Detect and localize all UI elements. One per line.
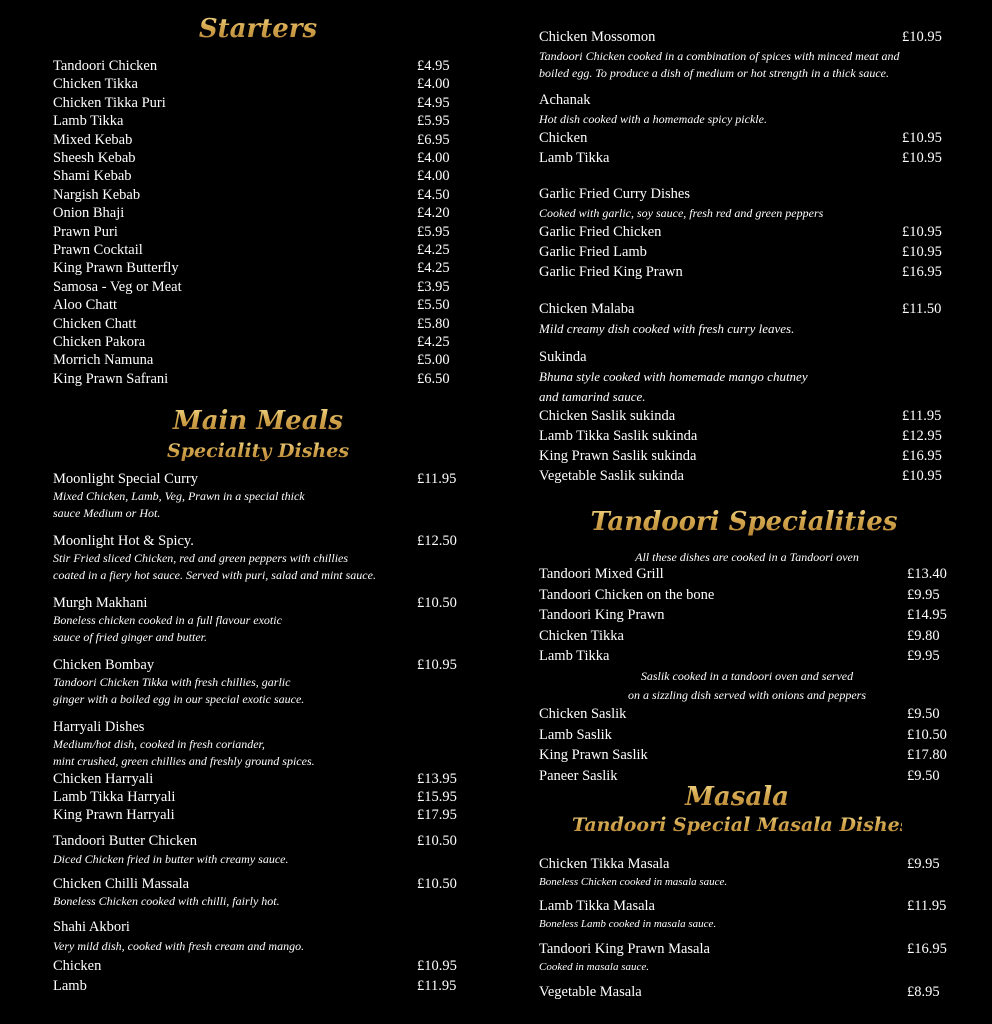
- dish-description: sauce Medium or Hot.: [53, 506, 161, 520]
- dish-name: Shami Kebab: [53, 168, 132, 185]
- dish-description: Very mild dish, cooked with fresh cream and mango.: [53, 939, 305, 953]
- masala-heading: Masala: [637, 782, 837, 812]
- dish-name: Chicken: [53, 958, 102, 974]
- dish-name: Tandoori Mixed Grill: [539, 566, 664, 582]
- dish-price: £16.95: [902, 264, 942, 280]
- dish-price: £10.50: [417, 833, 457, 849]
- dish-name: Aloo Chatt: [53, 297, 118, 314]
- dish-description: mint crushed, green chillies and freshly ground spices.: [53, 754, 315, 768]
- dish-description: Boneless chicken cooked in a full flavour exotic: [53, 613, 282, 627]
- dish-name: Chicken Bombay: [53, 657, 155, 673]
- dish-description: Diced Chicken fried in butter with creamy sauce.: [53, 852, 289, 866]
- dish-price: £16.95: [902, 448, 942, 464]
- dish-description: sauce of fried ginger and butter.: [53, 630, 207, 644]
- dish-name: King Prawn Saslik sukinda: [539, 448, 697, 464]
- dish-price: £12.95: [902, 428, 942, 444]
- dish-description: Tandoori Chicken cooked in a combination of spices with minced meat and: [539, 49, 900, 63]
- dish-price: £11.95: [907, 898, 947, 914]
- dish-name: Nargish Kebab: [53, 186, 141, 203]
- dish-description: Bhuna style cooked with homemade mango chutney: [539, 369, 808, 384]
- dish-price: £6.95: [417, 131, 450, 148]
- speciality-dishes-subheading: Speciality Dishes: [148, 440, 368, 462]
- dish-name: Sheesh Kebab: [53, 150, 136, 166]
- dish-description: Boneless Chicken cooked with chilli, fairly hot.: [53, 894, 280, 908]
- dish-name: Chicken Mossomon: [539, 29, 656, 45]
- dish-price: £9.95: [907, 856, 940, 872]
- dish-price: £4.20: [417, 205, 450, 222]
- dish-price: £4.25: [417, 242, 450, 258]
- dish-price: £4.00: [417, 76, 450, 93]
- dish-name: Onion Bhaji: [53, 205, 125, 222]
- dish-group-name: Sukinda: [539, 349, 587, 365]
- dish-name: Chicken Tikka: [539, 627, 624, 644]
- dish-price: £8.95: [907, 984, 940, 1000]
- dish-name: Garlic Fried Chicken: [539, 224, 662, 240]
- dish-name: Vegetable Masala: [539, 984, 642, 1000]
- dish-price: £6.50: [417, 370, 450, 387]
- dish-description: Tandoori Chicken Tikka with fresh chillies, garlic: [53, 675, 291, 689]
- dish-price: £4.95: [417, 58, 450, 74]
- dish-description: Mixed Chicken, Lamb, Veg, Prawn in a special thick: [53, 489, 305, 503]
- dish-name: Lamb Tikka Harryali: [53, 789, 176, 805]
- dish-name: Garlic Fried Lamb: [539, 244, 647, 260]
- dish-price: £4.00: [417, 150, 450, 166]
- dish-description: boiled egg. To produce a dish of medium or hot strength in a thick sauce.: [539, 66, 889, 80]
- dish-price: £10.50: [417, 876, 457, 892]
- dish-price: £10.95: [902, 468, 942, 484]
- dish-name: Lamb Saslik: [539, 726, 612, 743]
- dish-price: £10.95: [902, 224, 942, 240]
- dish-price: £9.50: [907, 767, 940, 784]
- dish-price: £13.40: [907, 566, 947, 582]
- dish-name: Mixed Kebab: [53, 131, 133, 148]
- dish-name: Chicken Saslik: [539, 706, 627, 722]
- dish-name: Paneer Saslik: [539, 767, 618, 784]
- dish-description: Boneless Chicken cooked in masala sauce.: [539, 876, 728, 888]
- dish-name: Lamb: [53, 978, 87, 994]
- dish-price: £10.50: [417, 595, 457, 611]
- dish-name: Lamb Tikka Saslik sukinda: [539, 428, 698, 444]
- dish-group-name: Garlic Fried Curry Dishes: [539, 186, 691, 202]
- dish-price: £17.95: [417, 807, 457, 823]
- dish-price: £13.95: [417, 771, 457, 787]
- dish-price: £10.95: [902, 29, 942, 45]
- dish-group-name: Achanak: [539, 92, 591, 108]
- dish-name: Lamb Tikka: [539, 648, 610, 665]
- dish-price: £5.95: [417, 113, 450, 130]
- dish-group-name: Shahi Akbori: [53, 919, 130, 935]
- dish-price: £10.95: [902, 244, 942, 260]
- dish-name: Lamb Tikka: [53, 113, 124, 130]
- dish-price: £12.50: [417, 533, 457, 549]
- dish-description: Boneless Lamb cooked in masala sauce.: [539, 918, 717, 930]
- dish-description: Cooked with garlic, soy sauce, fresh red and green peppers: [539, 206, 824, 220]
- dish-name: Chicken Pakora: [53, 334, 146, 350]
- dish-price: £4.25: [417, 334, 450, 350]
- dish-name: Vegetable Saslik sukinda: [539, 468, 684, 484]
- dish-price: £3.95: [417, 278, 450, 295]
- dish-price: £9.95: [907, 586, 940, 603]
- tandoori-note: All these dishes are cooked in a Tandoori oven: [635, 550, 859, 564]
- saslik-note: Saslik cooked in a tandoori oven and served: [640, 669, 854, 683]
- dish-name: Chicken: [539, 130, 588, 146]
- dish-price: £10.50: [907, 726, 947, 743]
- dish-price: £10.95: [417, 657, 457, 673]
- dish-name: Tandoori King Prawn Masala: [539, 941, 710, 957]
- dish-description: Stir Fried sliced Chicken, red and green peppers with chillies: [53, 551, 349, 565]
- dish-description: Hot dish cooked with a homemade spicy pickle.: [539, 112, 767, 126]
- dish-name: Samosa - Veg or Meat: [53, 278, 182, 295]
- dish-name: Lamb Tikka: [539, 150, 610, 166]
- dish-name: Chicken Saslik sukinda: [539, 408, 676, 424]
- dish-price: £5.00: [417, 352, 450, 369]
- dish-price: £9.95: [907, 648, 940, 665]
- masala-subheading: Tandoori Special Masala Dishes: [572, 814, 911, 836]
- dish-name: Prawn Cocktail: [53, 242, 143, 258]
- dish-name: King Prawn Saslik: [539, 747, 648, 764]
- starters-heading: Starters: [158, 14, 358, 44]
- dish-price: £9.50: [907, 706, 940, 722]
- dish-price: £5.50: [417, 297, 450, 314]
- dish-price: £9.80: [907, 627, 940, 644]
- dish-price: £5.80: [417, 315, 450, 332]
- dish-name: Tandoori King Prawn: [539, 607, 665, 624]
- dish-price: £4.25: [417, 260, 450, 277]
- dish-price: £5.95: [417, 223, 450, 240]
- dish-description: Medium/hot dish, cooked in fresh coriander,: [53, 737, 265, 751]
- dish-price: £4.00: [417, 168, 450, 185]
- dish-name: Murgh Makhani: [53, 595, 148, 611]
- dish-description: Mild creamy dish cooked with fresh curry leaves.: [539, 321, 795, 336]
- dish-name: Chicken Harryali: [53, 771, 154, 787]
- dish-name: Tandoori Chicken on the bone: [539, 586, 715, 603]
- dish-price: £11.95: [417, 471, 457, 487]
- dish-name: King Prawn Safrani: [53, 370, 169, 387]
- dish-price: £15.95: [417, 789, 457, 805]
- dish-price: £4.95: [417, 94, 450, 111]
- dish-description: ginger with a boiled egg in our special exotic sauce.: [53, 692, 305, 706]
- dish-name: Moonlight Special Curry: [53, 471, 198, 487]
- dish-name: King Prawn Butterfly: [53, 260, 179, 277]
- dish-price: £11.95: [902, 408, 942, 424]
- dish-name: Moonlight Hot & Spicy.: [53, 533, 194, 549]
- dish-price: £17.80: [907, 747, 947, 764]
- dish-name: Chicken Chatt: [53, 315, 137, 332]
- dish-price: £16.95: [907, 941, 947, 957]
- dish-name: Chicken Tikka Masala: [539, 856, 670, 872]
- dish-name: Tandoori Butter Chicken: [53, 833, 197, 849]
- dish-name: Morrich Namuna: [53, 352, 154, 369]
- dish-group-name: Harryali Dishes: [53, 719, 145, 735]
- dish-description: and tamarind sauce.: [539, 389, 646, 404]
- dish-price: £11.95: [417, 978, 457, 994]
- dish-name: Tandoori Chicken: [53, 58, 158, 74]
- dish-price: £11.50: [902, 301, 942, 317]
- dish-price: £10.95: [902, 130, 942, 146]
- dish-description: coated in a fiery hot sauce. Served with puri, salad and mint sauce.: [53, 568, 376, 582]
- dish-name: Chicken Tikka Puri: [53, 94, 166, 111]
- dish-name: King Prawn Harryali: [53, 807, 175, 823]
- dish-price: £4.50: [417, 186, 450, 203]
- dish-name: Chicken Tikka: [53, 76, 138, 93]
- saslik-note: on a sizzling dish served with onions and peppers: [627, 688, 866, 702]
- dish-name: Chicken Malaba: [539, 301, 635, 317]
- dish-name: Chicken Chilli Massala: [53, 876, 190, 892]
- tandoori-specialities-heading: Tandoori Specialities: [584, 507, 904, 537]
- dish-price: £10.95: [417, 958, 457, 974]
- dish-description: Cooked in masala sauce.: [539, 961, 649, 973]
- dish-price: £10.95: [902, 150, 942, 166]
- main-meals-heading: Main Meals: [158, 406, 358, 436]
- dish-name: Garlic Fried King Prawn: [539, 264, 683, 280]
- dish-price: £14.95: [907, 607, 947, 624]
- dish-name: Prawn Puri: [53, 223, 118, 240]
- dish-name: Lamb Tikka Masala: [539, 898, 655, 914]
